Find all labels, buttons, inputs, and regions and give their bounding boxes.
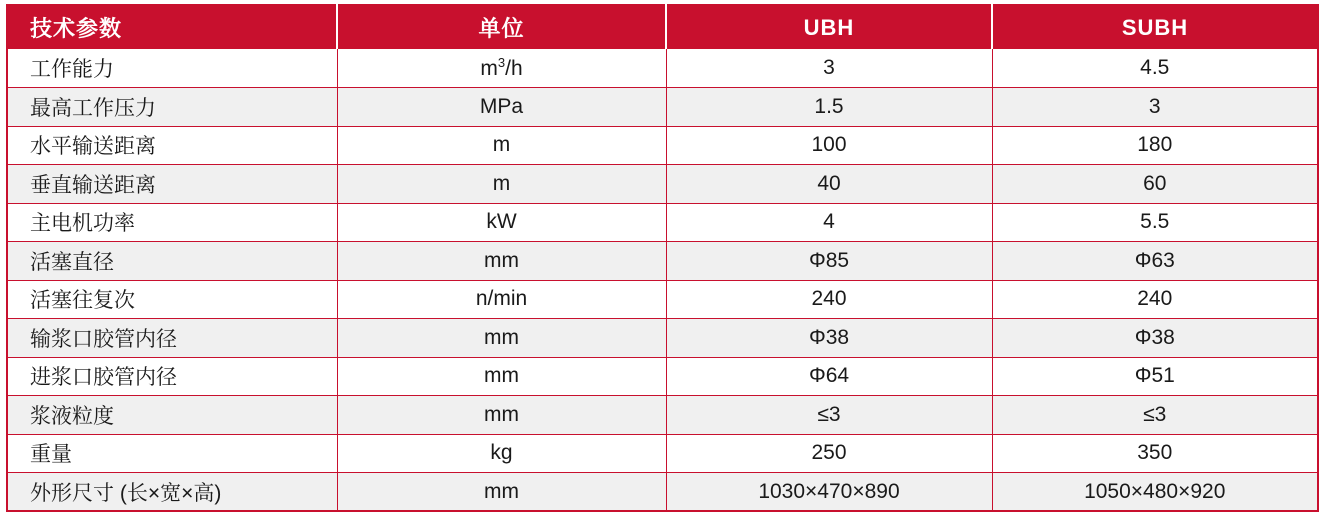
table-row — [7, 319, 1318, 358]
column-header-unit: 单位 — [337, 5, 666, 49]
cell-subh: 240 — [992, 280, 1318, 319]
cell-ubh: Φ85 — [666, 242, 992, 281]
cell-ubh: 3 — [666, 49, 992, 88]
cell-ubh: Φ38 — [666, 319, 992, 358]
cell-unit: mm — [337, 357, 666, 396]
cell-parameter: 活塞直径 — [7, 242, 337, 281]
cell-unit: n/min — [337, 280, 666, 319]
table-row — [7, 473, 1318, 512]
cell-ubh: 100 — [666, 126, 992, 165]
cell-unit: MPa — [337, 88, 666, 127]
cell-unit: mm — [337, 242, 666, 281]
cell-subh: Φ51 — [992, 357, 1318, 396]
cell-parameter: 输浆口胶管内径 — [7, 319, 337, 358]
cell-subh: 350 — [992, 434, 1318, 473]
cell-parameter: 工作能力 — [7, 49, 337, 88]
cell-ubh: 40 — [666, 165, 992, 204]
cell-unit — [337, 49, 666, 88]
cell-subh: 60 — [992, 165, 1318, 204]
cell-unit: mm — [337, 396, 666, 435]
unit-main: m — [480, 57, 498, 80]
cell-parameter: 水平输送距离 — [7, 126, 337, 165]
cell-unit: kg — [337, 434, 666, 473]
column-header-ubh: UBH — [666, 5, 992, 49]
cell-ubh: 1030×470×890 — [666, 473, 992, 512]
table-row — [7, 280, 1318, 319]
cell-unit: mm — [337, 319, 666, 358]
table-row — [7, 88, 1318, 127]
cell-subh: Φ38 — [992, 319, 1318, 358]
cell-ubh: Φ64 — [666, 357, 992, 396]
cell-subh: 1050×480×920 — [992, 473, 1318, 512]
table-row — [7, 126, 1318, 165]
cell-subh: ≤3 — [992, 396, 1318, 435]
table-row — [7, 242, 1318, 281]
specification-table — [6, 4, 1319, 512]
table-row — [7, 203, 1318, 242]
column-header-parameter: 技术参数 — [7, 5, 337, 49]
unit-tail: /h — [505, 57, 523, 80]
cell-parameter: 垂直输送距离 — [7, 165, 337, 204]
cell-subh: 5.5 — [992, 203, 1318, 242]
cell-ubh: 240 — [666, 280, 992, 319]
cell-subh: 4.5 — [992, 49, 1318, 88]
cell-ubh: 250 — [666, 434, 992, 473]
cell-subh: Φ63 — [992, 242, 1318, 281]
unit-superscript: 3 — [497, 55, 506, 70]
table-row — [7, 165, 1318, 204]
column-header-subh: SUBH — [992, 5, 1318, 49]
cell-parameter: 浆液粒度 — [7, 396, 337, 435]
cell-parameter: 活塞往复次 — [7, 280, 337, 319]
cell-unit: mm — [337, 473, 666, 512]
cell-ubh: 1.5 — [666, 88, 992, 127]
cell-parameter: 主电机功率 — [7, 203, 337, 242]
table-row — [7, 434, 1318, 473]
cell-parameter: 最高工作压力 — [7, 88, 337, 127]
cell-unit: m — [337, 165, 666, 204]
table-header — [7, 5, 1318, 49]
cell-unit: kW — [337, 203, 666, 242]
table-row — [7, 396, 1318, 435]
cell-unit: m — [337, 126, 666, 165]
table-body — [7, 49, 1318, 511]
cell-ubh: 4 — [666, 203, 992, 242]
table-row — [7, 49, 1318, 88]
cell-subh: 180 — [992, 126, 1318, 165]
cell-subh: 3 — [992, 88, 1318, 127]
cell-parameter: 外形尺寸 (长×宽×高) — [7, 473, 337, 512]
cell-parameter: 进浆口胶管内径 — [7, 357, 337, 396]
table-row — [7, 357, 1318, 396]
cell-parameter: 重量 — [7, 434, 337, 473]
header-row — [7, 5, 1318, 49]
cell-ubh: ≤3 — [666, 396, 992, 435]
